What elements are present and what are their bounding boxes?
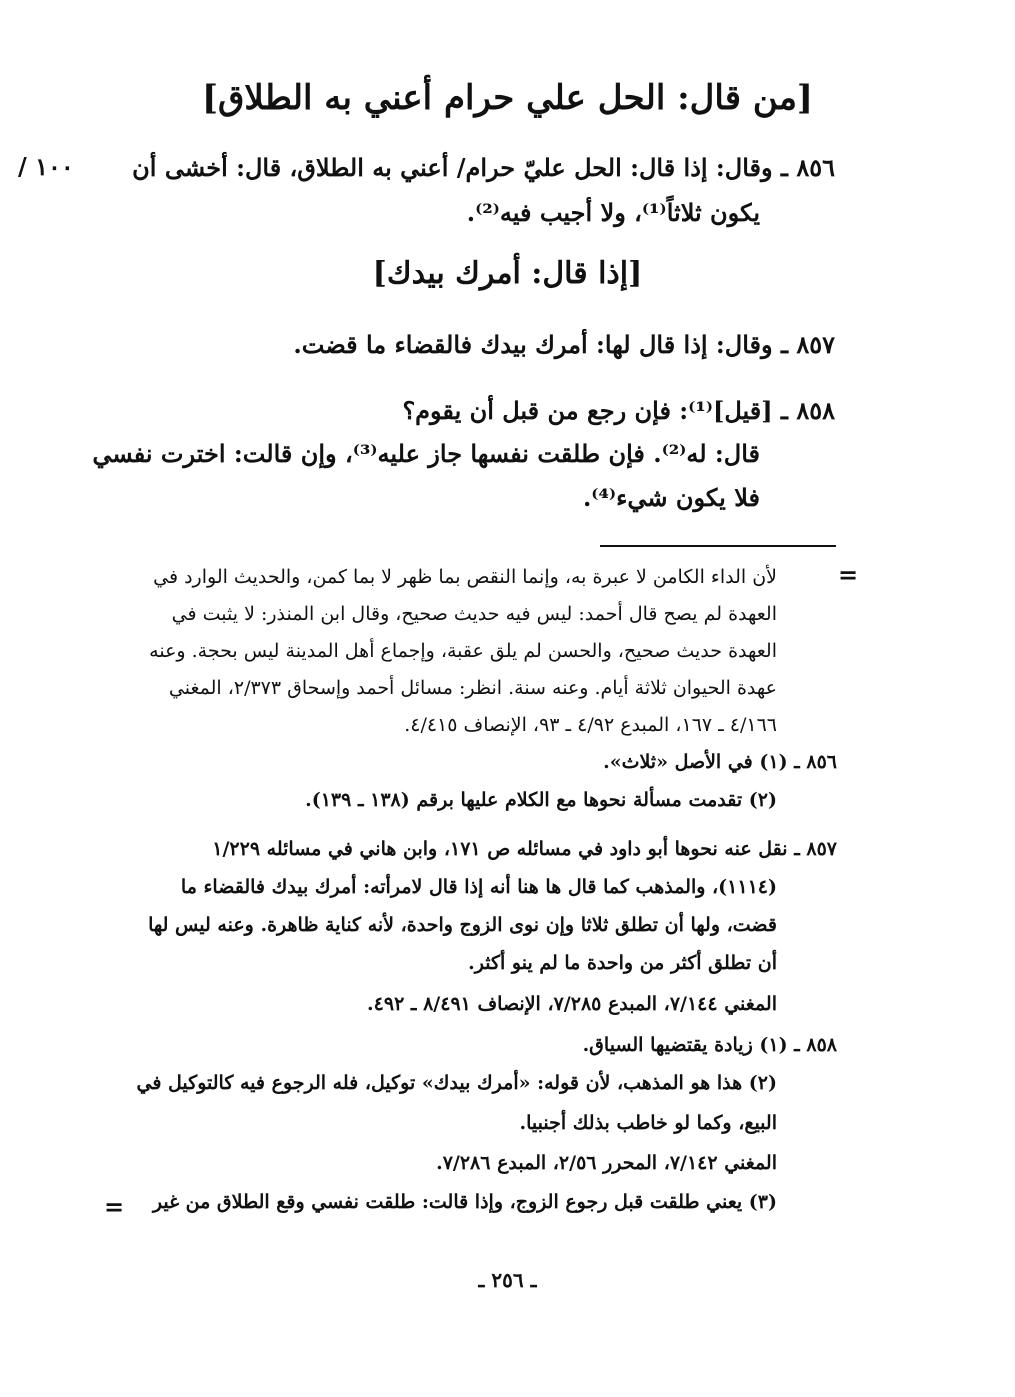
page-number: ـ ٢٥٦ ـ (478, 1268, 537, 1292)
footnote-857-line-3: قضت، ولها أن تطلق ثلاثا وإن نوى الزوج واحدة، لأنه كناية ظاهرة. وعنه ليس لها (148, 914, 777, 936)
footnote-858-2-line-2: البيع، وكما لو خاطب بذلك أجنبيا. (519, 1112, 777, 1134)
footnote-856-1: ٨٥٦ ـ (١) في الأصل «ثلاث». (603, 751, 837, 773)
paragraph-858-line-2: قال: له⁽²⁾. فإن طلقت نفسها جاز عليه⁽³⁾، وإن قالت: اخترت نفسي (92, 439, 760, 468)
footnote-857-line-2: (١١١٤)، والمذهب كما قال ها هنا أنه إذا قال لامرأته: أمرك بيدك فالقضاء ما (180, 876, 777, 898)
paragraph-857: ٨٥٧ ـ وقال: إذا قال لها: أمرك بيدك فالقضاء ما قضت. (293, 330, 835, 359)
footnote-continued-line-4: عهدة الحيوان ثلاثة أيام. وعنه سنة. انظر: مسائل أحمد وإسحاق ٢/٣٧٣، المغني (168, 677, 777, 699)
footnote-857-line-1: ٨٥٧ ـ نقل عنه نحوها أبو داود في مسائله ص ١٧١، وابن هاني في مسائله ١/٢٢٩ (212, 838, 837, 860)
footnote-858-2-line-3: المغني ٧/١٤٢، المحرر ٢/٥٦، المبدع ٧/٢٨٦. (436, 1152, 777, 1174)
footnote-858-2-line-1: (٢) هذا هو المذهب، لأن قوله: «أمرك بيدك» توكيل، فله الرجوع فيه كالتوكيل في (136, 1072, 777, 1094)
margin-page-reference: / ١٠٠ (18, 152, 74, 181)
footnote-857-line-5: المغني ٧/١٤٤، المبدع ٧/٢٨٥، الإنصاف ٨/٤٩١ ـ ٤٩٢. (367, 993, 777, 1015)
paragraph-856-line-1: ٨٥٦ ـ وقال: إذا قال: الحل عليّ حرام/ أعني به الطلاق، قال: أخشى أن (132, 153, 835, 182)
paragraph-856-line-2: يكون ثلاثاً⁽¹⁾، ولا أجيب فيه⁽²⁾. (466, 198, 760, 227)
footnote-continued-line-1: لأن الداء الكامن لا عبرة به، وإنما النقص بما ظهر لا بما كمن، والحديث الوارد في (153, 566, 777, 588)
continuation-mark-start: = (838, 560, 859, 589)
footnote-continued-line-3: العهدة حديث صحيح، والحسن لم يلق عقبة، وإجماع أهل المدينة ليس بحجة. وعنه (149, 640, 777, 662)
continuation-mark-end: = (104, 1192, 125, 1221)
footnote-858-3: (٣) يعني طلقت قبل رجوع الزوج، وإذا قالت: طلقت نفسي وقع الطلاق من غير (152, 1191, 777, 1213)
footnote-separator (600, 545, 836, 547)
footnote-858-1: ٨٥٨ ـ (١) زيادة يقتضيها السياق. (582, 1034, 837, 1056)
footnote-continued-line-2: العهدة لم يصح قال أحمد: ليس فيه حديث صحيح، وقال ابن المنذر: لا يثبت في (171, 603, 777, 625)
footnote-continued-line-5: ٤/١٦٦ ـ ١٦٧، المبدع ٤/٩٢ ـ ٩٣، الإنصاف ٤/٤١٥. (404, 714, 777, 736)
paragraph-858-line-1: ٨٥٨ ـ [قيل]⁽¹⁾: فإن رجع من قبل أن يقوم؟ (402, 396, 835, 425)
footnote-857-line-4: أن تطلق أكثر من واحدة ما لم ينو أكثر. (468, 952, 777, 974)
paragraph-858-line-3: فلا يكون شيء⁽⁴⁾. (582, 483, 760, 512)
section-heading-1: [من قال: الحل علي حرام أعني به الطلاق] (201, 78, 814, 118)
section-heading-2: [إذا قال: أمرك بيدك] (372, 256, 643, 291)
footnote-856-2: (٢) تقدمت مسألة نحوها مع الكلام عليها برقم (١٣٨ ـ ١٣٩). (305, 789, 777, 811)
